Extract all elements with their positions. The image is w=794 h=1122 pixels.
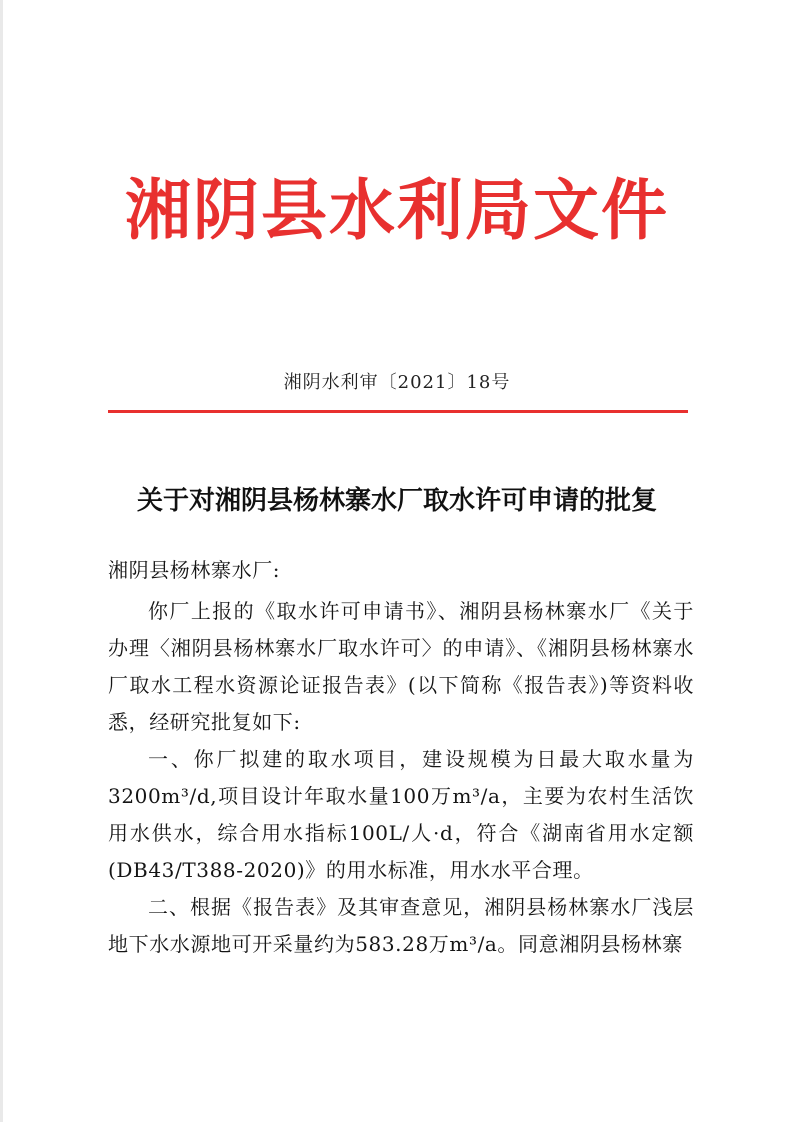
document-number: 湘阴水利审〔2021〕18号: [283, 372, 511, 393]
document-title: 关于对湘阴县杨林寨水厂取水许可申请的批复: [136, 486, 657, 516]
red-divider: [108, 410, 688, 413]
document-masthead: 湘阴县水利局文件: [125, 172, 669, 249]
document-body: [108, 552, 694, 963]
body-paragraph-intro: 你厂上报的《取水许可申请书》、湘阴县杨林寨水厂《关于办理〈湘阴县杨林寨水厂取水许可〉的申请》、《湘阴县杨林寨水厂取水工程水资源论证报告表》(以下简称《报告表》)等资料收悉，经研究批复如下:: [108, 599, 694, 734]
body-paragraph-2: 二、根据《报告表》及其审查意见，湘阴县杨林寨水厂浅层地下水水源地可开采量约为583.28万m³/a。同意湘阴县杨林寨: [108, 895, 694, 956]
addressee: 湘阴县杨林寨水厂:: [108, 558, 281, 582]
body-paragraph-1: 一、你厂拟建的取水项目，建设规模为日最大取水量为3200m³/d,项目设计年取水量100万m³/a，主要为农村生活饮用水供水，综合用水指标100L/人·d，符合《湖南省用水定额(DB43/T388-2020)》的用水标准，用水水平合理。: [108, 747, 694, 882]
